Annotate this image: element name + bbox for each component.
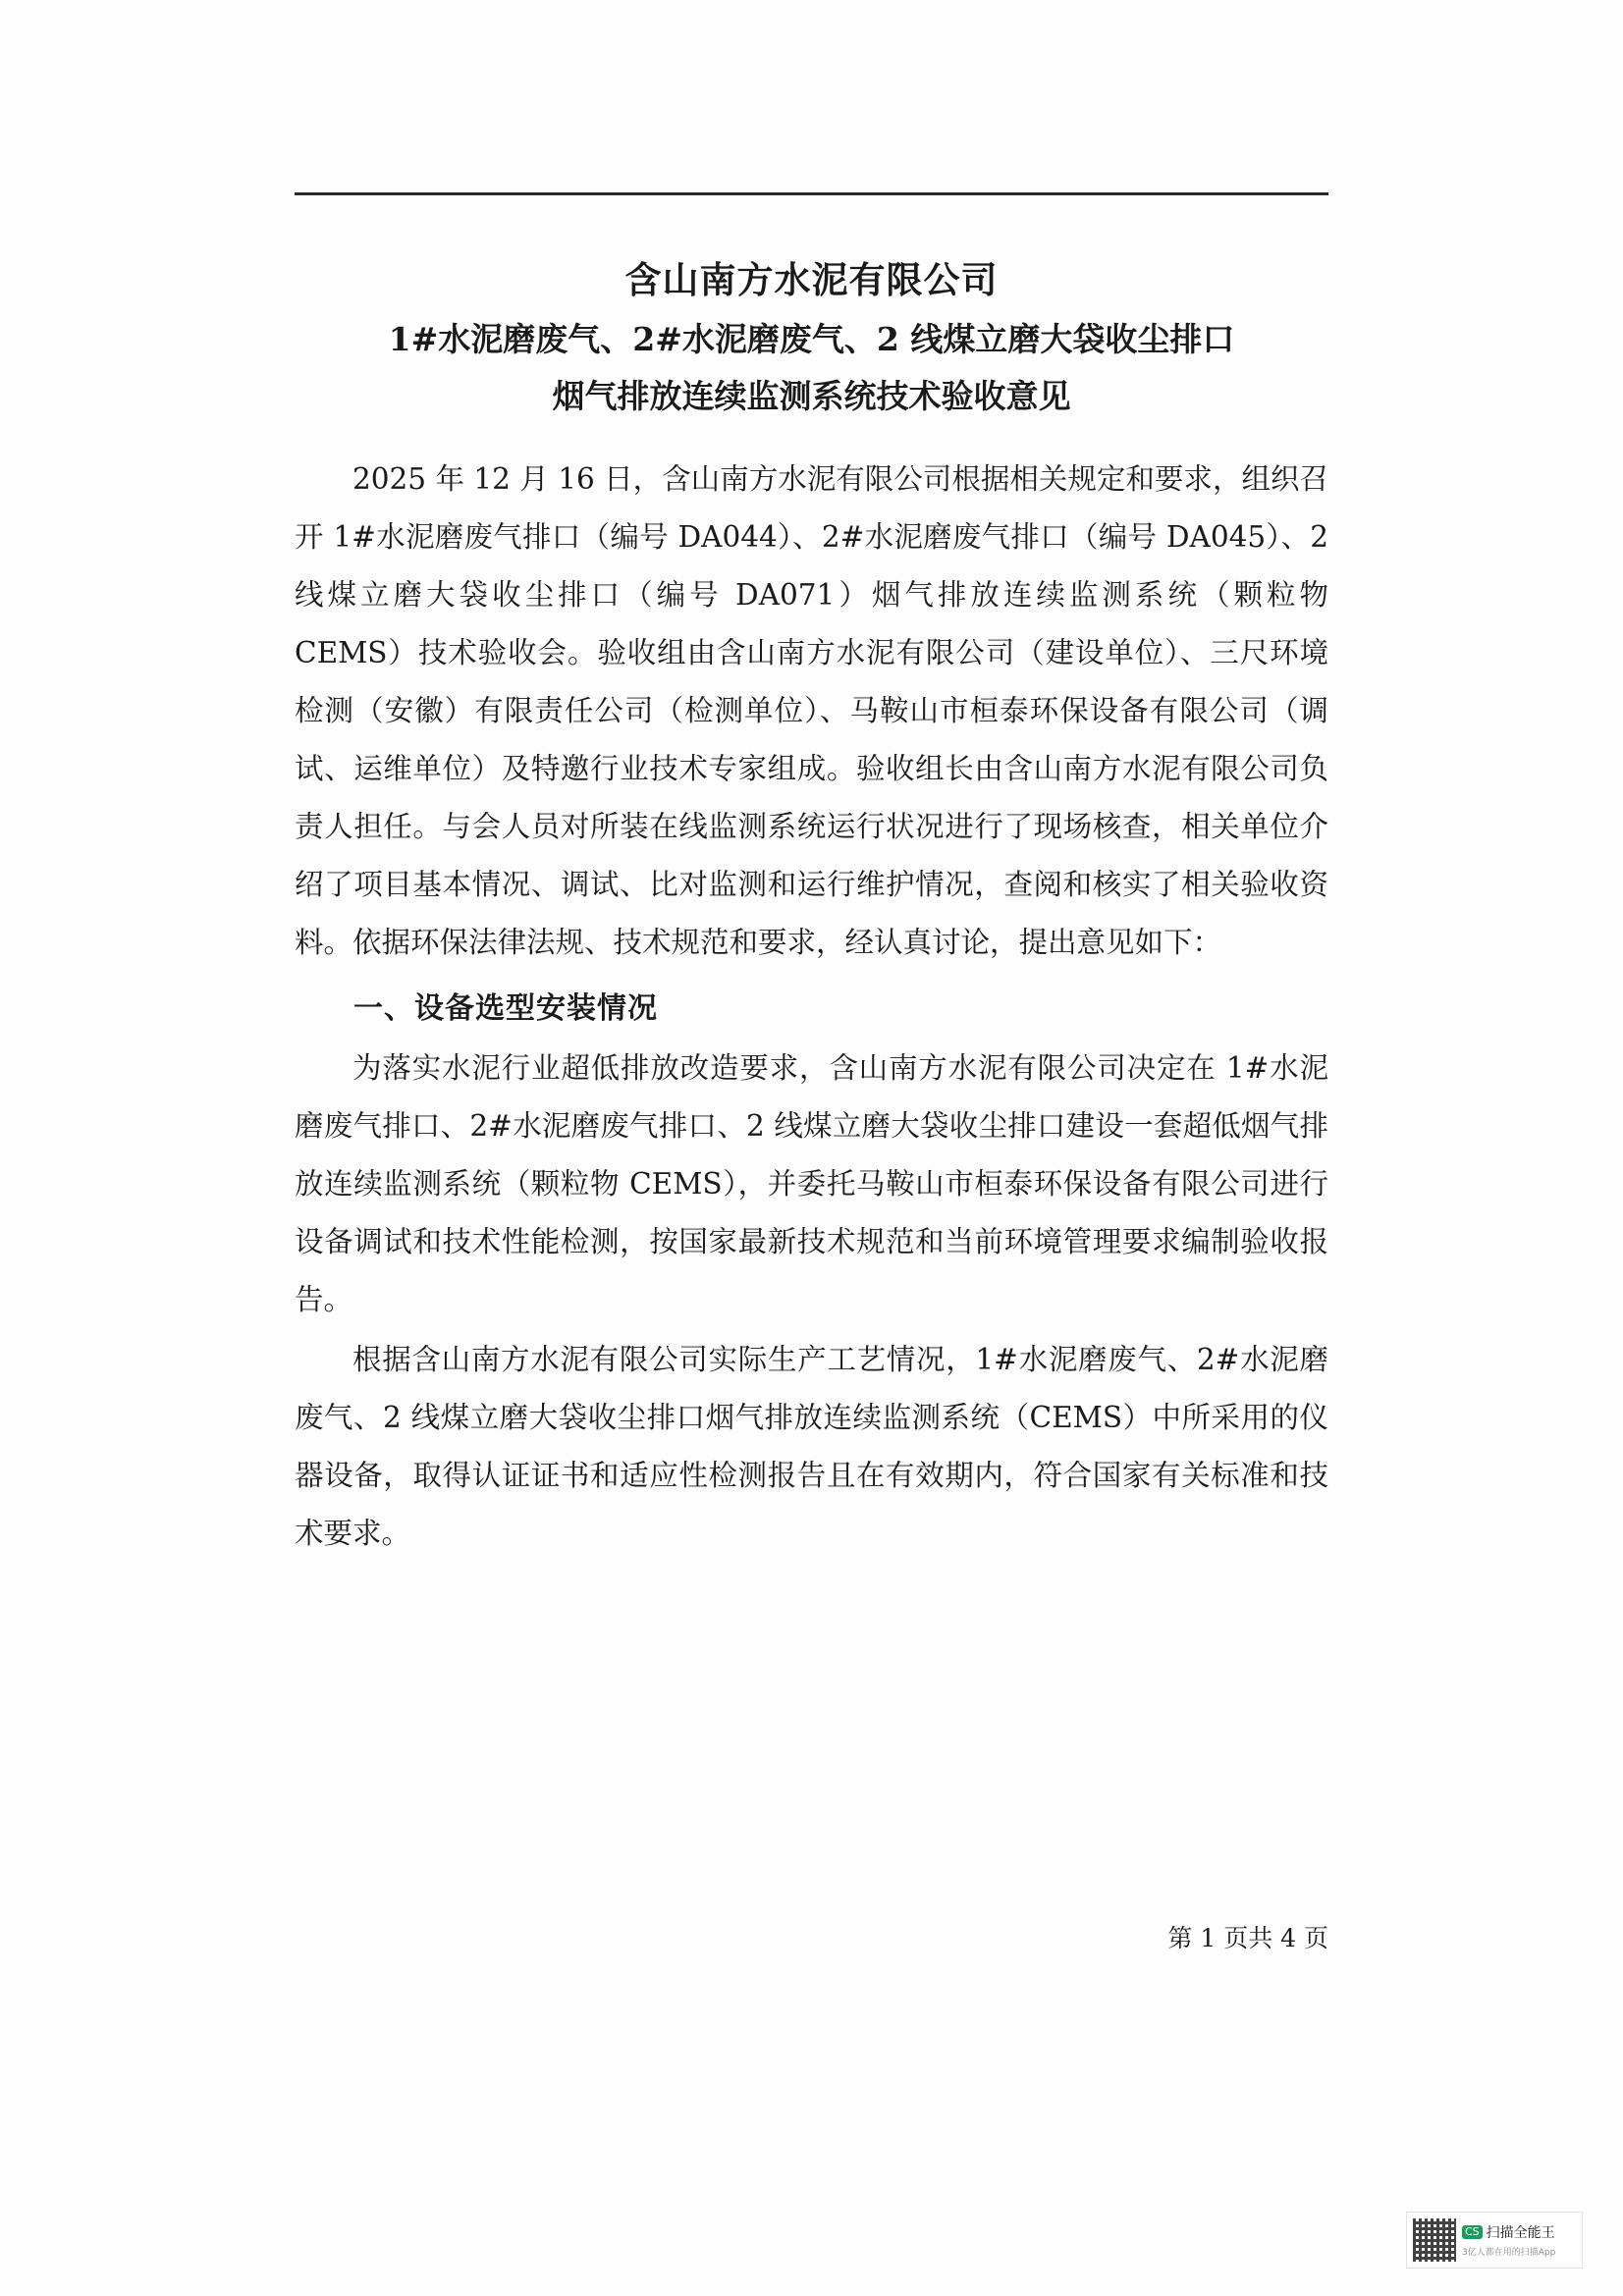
section-heading-1: 一、设备选型安装情况	[353, 991, 658, 1027]
section-1-paragraph-1: 为落实水泥行业超低排放改造要求，含山南方水泥有限公司决定在 1#水泥磨废气排口、2#水泥磨废气排口、2 线煤立磨大袋收尘排口建设一套超低烟气排放连续监测系统（颗粒物 CEMS），并委托马鞍山市桓泰环保设备有限公司进行设备调试和技术性能检测，按国家最新技术规范和当前环境管理要求编制验收报告。	[295, 1051, 1328, 1317]
header-divider	[295, 192, 1328, 195]
document-title-subject: 烟气排放连续监测系统技术验收意见	[552, 377, 1071, 416]
document-title-company: 含山南方水泥有限公司	[624, 258, 999, 301]
watermark-title-row	[1462, 2222, 1555, 2242]
watermark-text	[1462, 2222, 1555, 2258]
camscanner-watermark	[1406, 2212, 1583, 2269]
document-title-outlets: 1#水泥磨废气、2#水泥磨废气、2 线煤立磨大袋收尘排口	[388, 319, 1235, 358]
intro-paragraph: 2025 年 12 月 16 日，含山南方水泥有限公司根据相关规定和要求，组织召开 1#水泥磨废气排口（编号 DA044）、2#水泥磨废气排口（编号 DA045）、2 线煤立磨大袋收尘排口（编号 DA071）烟气排放连续监测系统（颗粒物 CEMS）技术验收会。验收组由含山南方水泥有限公司（建设单位）、三尺环境检测（安徽）有限责任公司（检测单位）、马鞍山市桓泰环保设备有限公司（调试、运维单位）及特邀行业技术专家组成。验收组长由含山南方水泥有限公司负责人担任。与会人员对所装在线监测系统运行状况进行了现场核查，相关单位介绍了项目基本情况、调试、比对监测和运行维护情况，查阅和核实了相关验收资料。依据环保法律法规、技术规范和要求，经认真讨论，提出意见如下：	[295, 462, 1328, 960]
qr-code-icon	[1413, 2218, 1456, 2262]
watermark-tagline: 3亿人都在用的扫描App	[1462, 2248, 1556, 2258]
watermark-app-name: 扫描全能王	[1486, 2225, 1555, 2241]
camscanner-badge-icon: CS	[1462, 2225, 1483, 2239]
page-number-footer: 第 1 页共 4 页	[1167, 1924, 1328, 1952]
document-content	[295, 253, 1328, 1563]
section-1-paragraph-2: 根据含山南方水泥有限公司实际生产工艺情况，1#水泥磨废气、2#水泥磨废气、2 线煤立磨大袋收尘排口烟气排放连续监测系统（CEMS）中所采用的仪器设备，取得认证证书和适应性检测报告且在有效期内，符合国家有关标准和技术要求。	[295, 1343, 1328, 1551]
